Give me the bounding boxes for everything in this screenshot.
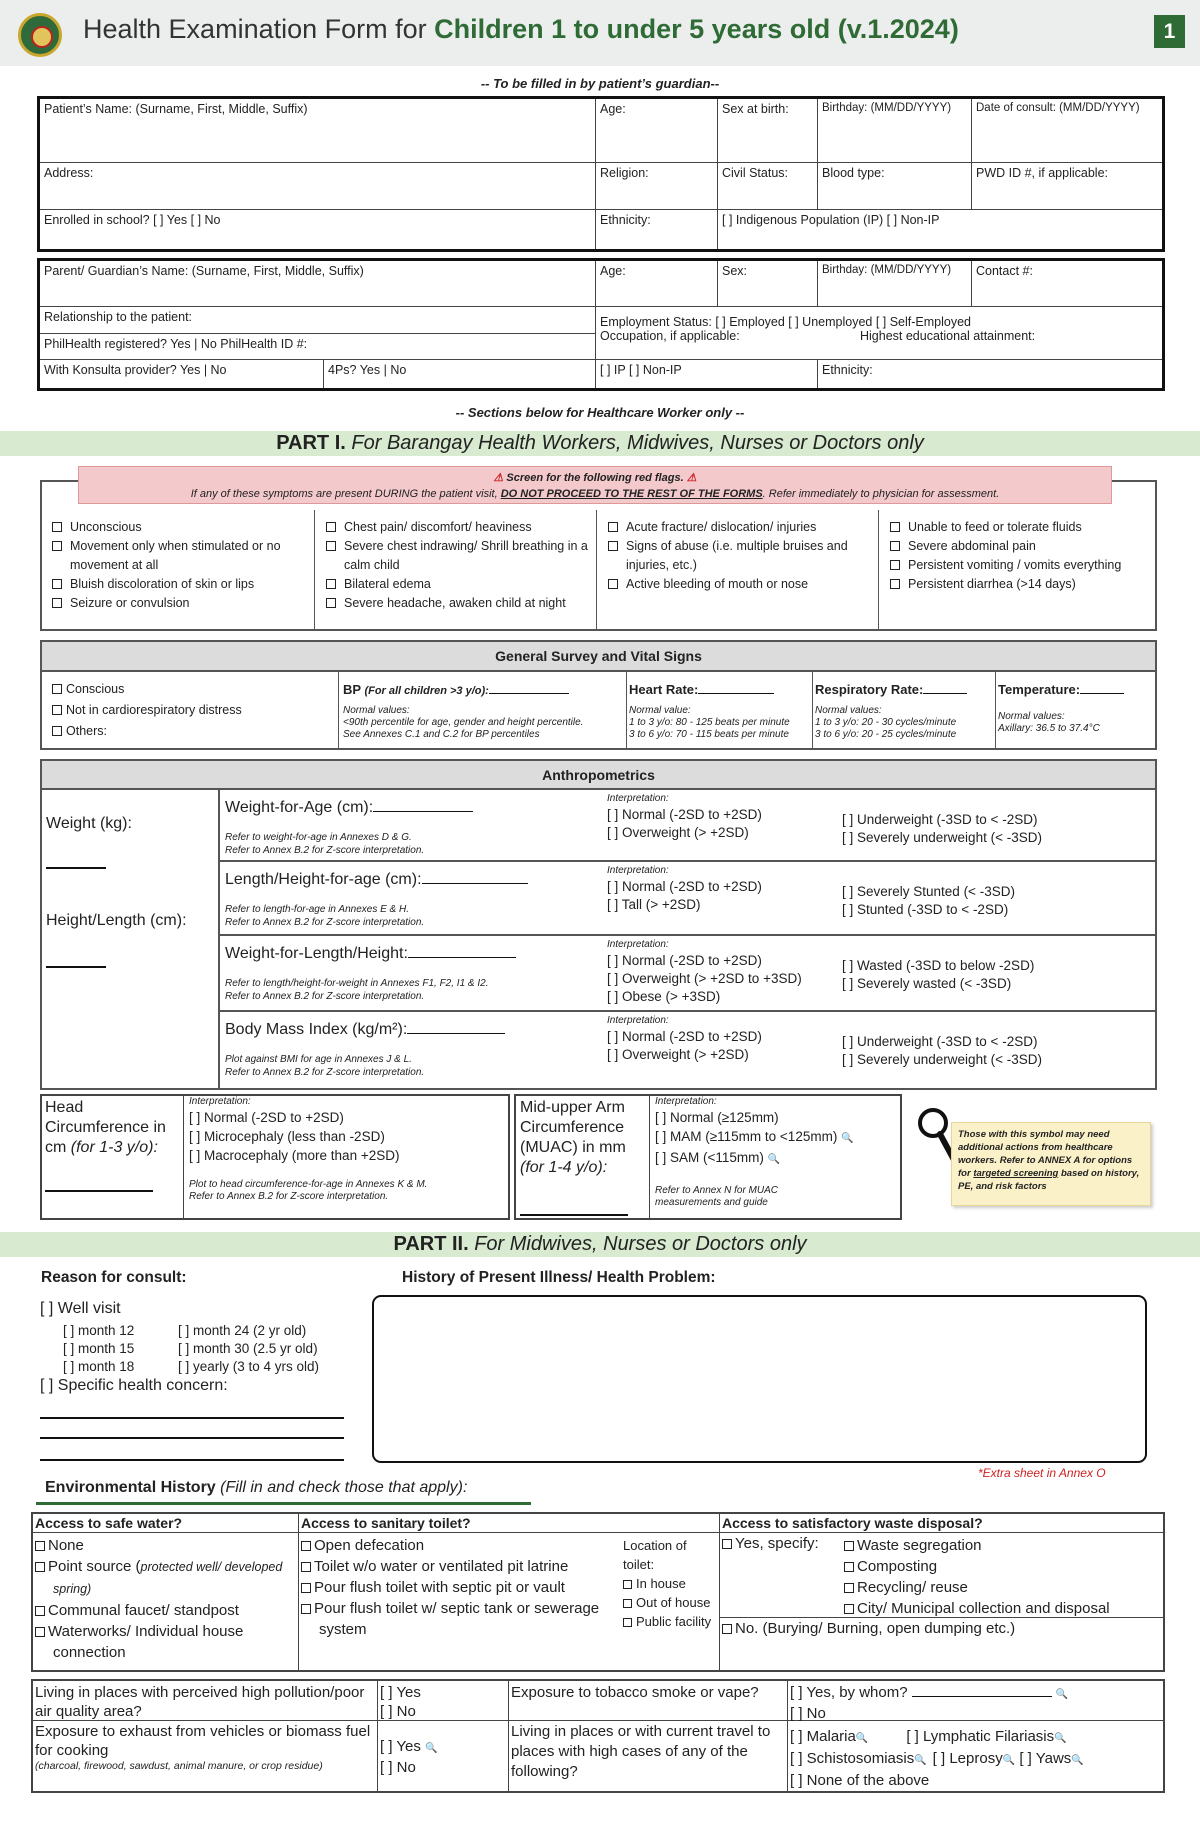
waste-recycling-checkbox[interactable]: Recycling/ reuse xyxy=(844,1577,1162,1598)
waste-yes-checkbox[interactable]: Yes, specify: xyxy=(722,1535,819,1552)
concern-line[interactable] xyxy=(40,1459,344,1461)
interp-option[interactable]: [ ] Tall (> +2SD) xyxy=(607,897,701,912)
4ps-field[interactable]: 4Ps? Yes | No xyxy=(324,360,596,388)
guardian-age-field[interactable]: Age: xyxy=(596,261,718,307)
toilet-location xyxy=(623,1536,717,1631)
checkbox-icon xyxy=(890,541,900,551)
loc-inhouse-checkbox[interactable]: In house xyxy=(623,1574,717,1593)
interp-option[interactable]: [ ] Severely wasted (< -3SD) xyxy=(842,976,1012,991)
checkbox-icon xyxy=(608,522,618,532)
resp-rate-cell[interactable] xyxy=(815,682,993,741)
survey-label: Others: xyxy=(66,724,107,738)
magnifier-icon: 🔍 xyxy=(914,1755,927,1766)
waste-title: Access to satisfactory waste disposal? xyxy=(722,1515,983,1531)
employment-status[interactable]: Employment Status: [ ] Employed [ ] Unemployed [ ] Self-Employed xyxy=(600,315,971,329)
interp-option[interactable]: [ ] Underweight (-3SD to < -2SD) xyxy=(842,1034,1038,1049)
muac-label: Mid-upper Arm Circumference (MUAC) in mm (for 1-4 y/o): xyxy=(520,1099,626,1176)
loc-public-checkbox[interactable]: Public facility xyxy=(623,1612,717,1631)
anthro-ref2: Refer to Annex B.2 for Z-score interpretation. xyxy=(225,845,425,856)
concern-line[interactable] xyxy=(40,1417,344,1419)
anthro-ref1: Refer to length-for-age in Annexes E & H. xyxy=(225,904,409,915)
toilet-pit-checkbox[interactable]: Toilet w/o water or ventilated pit latrine xyxy=(301,1556,619,1577)
redflag-label: Bluish discoloration of skin or lips xyxy=(70,577,255,591)
redflag-label: Severe headache, awaken child at night xyxy=(344,596,566,610)
hr-label: Heart Rate: xyxy=(629,682,809,697)
muac-blank[interactable] xyxy=(520,1214,628,1216)
yaws-checkbox[interactable]: [ ] Yaws🔍 xyxy=(1019,1750,1084,1767)
anthro-measure-label: Length/Height-for-age (cm): xyxy=(225,871,528,889)
travel-question: Living in places or with current travel to places with high cases of any of the following? xyxy=(511,1723,771,1780)
redflag-checkbox[interactable] xyxy=(882,518,1152,537)
magnifier-icon: 🔍 xyxy=(1055,1689,1069,1700)
guardian-note: -- To be filled in by patient’s guardian-- xyxy=(480,76,720,91)
well-visit-checkbox[interactable]: [ ] Well visit xyxy=(40,1300,121,1317)
env-header-row xyxy=(33,1514,1163,1533)
interp-label: Interpretation: xyxy=(655,1096,717,1107)
checkbox-icon xyxy=(890,579,900,589)
employment-occupation-field[interactable] xyxy=(596,307,1162,360)
redflag-checkbox[interactable] xyxy=(318,518,590,537)
weight-label: Weight (kg): xyxy=(46,815,132,832)
guardian-sex-field[interactable]: Sex: xyxy=(718,261,818,307)
waste-options xyxy=(844,1535,1162,1619)
loc-outhouse-checkbox[interactable]: Out of house xyxy=(623,1593,717,1612)
anthro-ref1: Refer to weight-for-age in Annexes D & G. xyxy=(225,832,412,843)
water-communal-checkbox[interactable]: Communal faucet/ standpost xyxy=(35,1600,297,1621)
relationship-field[interactable]: Relationship to the patient: xyxy=(40,307,596,334)
hr-normal-1: 1 to 3 y/o: 80 - 125 beats per minute xyxy=(629,717,790,728)
guardian-birthday-field[interactable]: Birthday: (MM/DD/YYYY) xyxy=(818,261,972,307)
patient-name-field[interactable]: Patient’s Name: (Surname, First, Middle, Suffix) xyxy=(40,99,596,163)
waste-segregation-checkbox[interactable]: Waste segregation xyxy=(844,1535,1162,1556)
water-none-checkbox[interactable]: None xyxy=(35,1535,297,1556)
anthro-measure-label: Body Mass Index (kg/m²): xyxy=(225,1021,505,1039)
doh-seal-logo xyxy=(18,13,62,57)
checkbox-icon xyxy=(326,598,336,608)
muac-opt-normal[interactable]: [ ] Normal (≥125mm) xyxy=(655,1110,779,1125)
measure-blank[interactable] xyxy=(373,811,473,812)
redflag-label: Signs of abuse (i.e. multiple bruises and injuries, etc.) xyxy=(626,539,848,572)
magnifier-icon: 🔍 xyxy=(855,1733,869,1744)
interp-option[interactable]: [ ] Underweight (-3SD to < -2SD) xyxy=(842,812,1038,827)
education-label: Highest educational attainment: xyxy=(860,329,1036,343)
divider xyxy=(183,1094,184,1220)
anthro-row xyxy=(220,936,1157,1012)
interp-label: Interpretation: xyxy=(607,865,669,876)
redflag-checkbox[interactable] xyxy=(882,537,1152,556)
enrolled-school-field[interactable]: Enrolled in school? [ ] Yes [ ] No xyxy=(40,210,596,249)
patient-ip-field[interactable]: [ ] Indigenous Population (IP) [ ] Non-IP xyxy=(722,213,940,227)
checkbox-icon xyxy=(52,684,62,694)
toilet-pour-flush-vault-checkbox[interactable]: Pour flush toilet with septic pit or vault xyxy=(301,1577,619,1598)
muac-opt-sam[interactable]: [ ] SAM (<115mm) 🔍 xyxy=(655,1150,781,1165)
interp-option[interactable]: [ ] Overweight (> +2SD) xyxy=(607,1047,749,1062)
rr-label: Respiratory Rate: xyxy=(815,682,993,697)
exhaust-answers xyxy=(380,1737,438,1777)
divider xyxy=(812,672,813,750)
extra-sheet-note: *Extra sheet in Annex O xyxy=(978,1466,1106,1480)
survey-checkbox[interactable] xyxy=(44,721,334,742)
redflag-checkbox[interactable] xyxy=(882,556,1152,575)
redflag-checkbox[interactable] xyxy=(44,575,310,594)
temp-normal-1: Axillary: 36.5 to 37.4°C xyxy=(998,723,1100,734)
anthro-row xyxy=(220,862,1157,936)
patient-address-field[interactable]: Address: xyxy=(40,163,596,210)
bp-normal-2: See Annexes C.1 and C.2 for BP percentiles xyxy=(343,729,540,740)
yearly-checkbox[interactable]: [ ] yearly (3 to 4 yrs old) xyxy=(178,1359,320,1374)
interp-option[interactable]: [ ] Severely Stunted (< -3SD) xyxy=(842,884,1015,899)
bp-normal-head: Normal values: xyxy=(343,705,410,716)
magnifier-icon: 🔍 xyxy=(841,1133,854,1144)
redflag-checkbox[interactable] xyxy=(882,575,1152,594)
measure-blank[interactable] xyxy=(407,1033,505,1034)
redflag-label: Severe abdominal pain xyxy=(908,539,1036,553)
checkbox-icon xyxy=(608,541,618,551)
consult-date-field[interactable]: Date of consult: (MM/DD/YYYY) xyxy=(972,99,1162,163)
anthro-measure-label: Weight-for-Length/Height: xyxy=(225,945,516,963)
vitals-title: General Survey and Vital Signs xyxy=(40,640,1157,672)
muac-interpretation[interactable] xyxy=(655,1096,900,1209)
anthro-rows xyxy=(218,790,1157,1090)
specific-concern-checkbox[interactable]: [ ] Specific health concern: xyxy=(40,1377,228,1394)
redflag-label: Bilateral edema xyxy=(344,577,431,591)
exhaust-yes-checkbox[interactable]: [ ] Yes 🔍 xyxy=(380,1738,438,1755)
redflag-checkbox[interactable] xyxy=(318,594,590,613)
waste-city-checkbox[interactable]: City/ Municipal collection and disposal xyxy=(844,1598,1162,1619)
none-above-checkbox[interactable]: [ ] None of the above xyxy=(790,1772,930,1789)
interp-label: Interpretation: xyxy=(607,793,669,804)
checkbox-icon xyxy=(52,726,62,736)
interp-option[interactable]: [ ] Normal (-2SD to +2SD) xyxy=(607,953,762,968)
history-title: History of Present Illness/ Health Problem: xyxy=(402,1269,716,1286)
whom-blank[interactable] xyxy=(912,1696,1052,1697)
checkbox-icon xyxy=(890,522,900,532)
anthro-ref2: Refer to Annex B.2 for Z-score interpretation. xyxy=(225,1067,425,1078)
redflag-label: Acute fracture/ dislocation/ injuries xyxy=(626,520,817,534)
waste-composting-checkbox[interactable]: Composting xyxy=(844,1556,1162,1577)
temp-label: Temperature: xyxy=(998,682,1154,697)
hr-normal-2: 3 to 6 y/o: 70 - 115 beats per minute xyxy=(629,729,789,740)
redflags-col2 xyxy=(318,518,590,613)
divider xyxy=(649,1094,650,1220)
rr-blank[interactable] xyxy=(923,693,967,694)
divider xyxy=(298,1514,299,1670)
bp-blank[interactable] xyxy=(489,693,569,694)
anthro-row xyxy=(220,790,1157,862)
checkbox-icon xyxy=(52,541,62,551)
interp-option[interactable]: [ ] Stunted (-3SD to < -2SD) xyxy=(842,902,1009,917)
interp-label: Interpretation: xyxy=(607,1015,669,1026)
interp-label: Interpretation: xyxy=(607,939,669,950)
interp-label: Interpretation: xyxy=(189,1096,251,1107)
konsulta-field[interactable]: With Konsulta provider? Yes | No xyxy=(40,360,324,388)
pollution-question: Living in places with perceived high pollution/poor air quality area? xyxy=(35,1684,365,1720)
head-circ-label: Head Circumference in cm (for 1-3 y/o): xyxy=(45,1099,166,1156)
month-24-checkbox[interactable]: [ ] month 24 (2 yr old) xyxy=(178,1323,307,1338)
month-12-checkbox[interactable]: [ ] month 12 xyxy=(63,1323,135,1338)
head-circ-blank[interactable] xyxy=(45,1190,153,1192)
redflags-title: ⚠ Screen for the following red flags. ⚠ xyxy=(493,472,697,484)
checkbox-icon xyxy=(326,541,336,551)
disease-row-2 xyxy=(790,1749,1162,1771)
guardian-contact-field[interactable]: Contact #: xyxy=(972,261,1162,307)
temperature-cell[interactable] xyxy=(998,682,1154,735)
pollution-no-checkbox[interactable]: [ ] No xyxy=(380,1703,416,1720)
survey-checkbox[interactable] xyxy=(44,700,334,721)
part2-band: PART II. For Midwives, Nurses or Doctors only xyxy=(0,1232,1200,1257)
schisto-checkbox[interactable]: [ ] Schistosomiasis🔍 xyxy=(790,1750,927,1767)
interp-option[interactable]: [ ] Normal (-2SD to +2SD) xyxy=(607,879,762,894)
patient-blood-type-field[interactable]: Blood type: xyxy=(818,163,972,210)
divider xyxy=(878,510,879,631)
toilet-options xyxy=(301,1535,619,1640)
concern-line[interactable] xyxy=(40,1437,344,1439)
head-interpretation[interactable] xyxy=(189,1096,507,1203)
bp-cell[interactable] xyxy=(343,682,623,741)
interp-option[interactable]: [ ] Severely underweight (< -3SD) xyxy=(842,830,1042,845)
anthro-title: Anthropometrics xyxy=(40,759,1157,790)
month-30-checkbox[interactable]: [ ] month 30 (2.5 yr old) xyxy=(178,1341,318,1356)
interp-option[interactable]: [ ] Normal (-2SD to +2SD) xyxy=(607,1029,762,1044)
water-waterworks-checkbox[interactable]: Waterworks/ Individual house connection xyxy=(35,1621,297,1663)
occupation-label: Occupation, if applicable: xyxy=(600,329,740,343)
checkbox-icon xyxy=(52,598,62,608)
month-18-checkbox[interactable]: [ ] month 18 xyxy=(63,1359,135,1374)
interp-option[interactable]: [ ] Overweight (> +2SD to +3SD) xyxy=(607,971,802,986)
leprosy-checkbox[interactable]: [ ] Leprosy🔍 xyxy=(932,1750,1016,1767)
targeted-screening-note: Those with this symbol may need additional actions from healthcare workers. Refer to ANNEX A for options for targeted screening based on history, PE, and risk factors xyxy=(951,1122,1151,1206)
temp-normal-head: Normal values: xyxy=(998,711,1065,722)
alert-icon: ⚠ xyxy=(686,472,697,484)
pollution-answers xyxy=(380,1683,421,1721)
filariasis-checkbox[interactable]: [ ] Lymphatic Filariasis🔍 xyxy=(906,1728,1067,1745)
divider xyxy=(626,672,627,750)
checkbox-icon xyxy=(326,579,336,589)
redflag-checkbox[interactable] xyxy=(44,518,310,537)
waste-no-checkbox[interactable]: No. (Burying/ Burning, open dumping etc.) xyxy=(722,1620,1015,1637)
weight-blank[interactable] xyxy=(46,867,106,869)
temp-blank[interactable] xyxy=(1080,693,1124,694)
toilet-septic-tank-checkbox[interactable]: Pour flush toilet w/ septic tank or sewerage system xyxy=(301,1598,619,1640)
redflag-checkbox[interactable] xyxy=(318,575,590,594)
redflag-label: Persistent vomiting / vomits everything xyxy=(908,558,1122,572)
anthro-measure-label: Weight-for-Age (cm): xyxy=(225,799,473,817)
redflags-instruction: If any of these symptoms are present DURING the patient visit, DO NOT PROCEED TO THE REST OF THE FORMS. Refer immediately to physician for assessment. xyxy=(190,488,1000,500)
general-survey xyxy=(44,679,334,742)
redflags-col1 xyxy=(44,518,310,613)
redflag-checkbox[interactable] xyxy=(44,594,310,613)
head-opt-micro[interactable]: [ ] Microcephaly (less than -2SD) xyxy=(189,1129,385,1144)
survey-checkbox[interactable] xyxy=(44,679,334,700)
rr-normal-head: Normal values: xyxy=(815,705,882,716)
checkbox-icon xyxy=(52,705,62,715)
guardian-ip-field[interactable]: [ ] IP [ ] Non-IP xyxy=(596,360,818,388)
patient-pwd-field[interactable]: PWD ID #, if applicable: xyxy=(972,163,1162,210)
anthro-row xyxy=(220,1012,1157,1090)
redflag-label: Active bleeding of mouth or nose xyxy=(626,577,809,591)
well-visit-months-b xyxy=(178,1322,319,1376)
measure-blank[interactable] xyxy=(408,957,516,958)
env-title: Environmental History (Fill in and check those that apply): xyxy=(45,1479,468,1496)
pollution-yes-checkbox[interactable]: [ ] Yes xyxy=(380,1684,421,1701)
divider xyxy=(995,672,996,750)
heart-rate-cell[interactable] xyxy=(629,682,809,741)
anthro-ref1: Plot against BMI for age in Annexes J & L. xyxy=(225,1054,412,1065)
redflag-label: Unable to feed or tolerate fluids xyxy=(908,520,1082,534)
month-15-checkbox[interactable]: [ ] month 15 xyxy=(63,1341,135,1356)
patient-age-field[interactable]: Age: xyxy=(596,99,718,163)
redflags-banner xyxy=(78,466,1112,504)
bp-normal-1: <90th percentile for age, gender and height percentile. xyxy=(343,717,584,728)
patient-birthday-field[interactable]: Birthday: (MM/DD/YYYY) xyxy=(818,99,972,163)
divider xyxy=(338,672,339,750)
toilet-open-checkbox[interactable]: Open defecation xyxy=(301,1535,619,1556)
rr-normal-1: 1 to 3 y/o: 20 - 30 cycles/minute xyxy=(815,717,957,728)
patient-ethnicity-field[interactable]: Ethnicity: xyxy=(596,210,718,249)
muac-ref1: Refer to Annex N for MUAC xyxy=(655,1185,779,1196)
muac-ref2: measurements and guide xyxy=(655,1197,768,1208)
occupation-row xyxy=(600,329,1158,343)
redflag-label: Unconscious xyxy=(70,520,142,534)
height-label: Height/Length (cm): xyxy=(46,912,187,929)
history-textarea[interactable] xyxy=(372,1295,1147,1463)
travel-answers xyxy=(790,1727,1162,1791)
head-opt-macro[interactable]: [ ] Macrocephaly (more than +2SD) xyxy=(189,1148,400,1163)
env-underline xyxy=(36,1502,531,1505)
interp-option[interactable]: [ ] Wasted (-3SD to below -2SD) xyxy=(842,958,1035,973)
redflag-checkbox[interactable] xyxy=(600,575,874,594)
height-blank[interactable] xyxy=(46,966,106,968)
redflags-col4 xyxy=(882,518,1152,594)
divider xyxy=(508,1681,509,1791)
divider xyxy=(719,1514,720,1670)
bp-label: BP (For all children >3 y/o): xyxy=(343,682,623,697)
muac-opt-mam[interactable]: [ ] MAM (≥115mm to <125mm) 🔍 xyxy=(655,1129,854,1144)
interp-option[interactable]: [ ] Severely underweight (< -3SD) xyxy=(842,1052,1042,1067)
divider xyxy=(377,1681,378,1791)
page-number: 1 xyxy=(1154,15,1185,48)
redflag-checkbox[interactable] xyxy=(44,537,310,575)
checkbox-icon xyxy=(326,522,336,532)
checkbox-icon xyxy=(608,579,618,589)
tobacco-question: Exposure to tobacco smoke or vape? xyxy=(511,1684,759,1701)
tobacco-answers xyxy=(790,1683,1160,1723)
hr-normal-head: Normal value: xyxy=(629,705,691,716)
form-title: Health Examination Form for Children 1 to under 5 years old (v.1.2024) xyxy=(83,14,959,44)
redflag-label: Movement only when stimulated or no movement at all xyxy=(70,539,281,572)
anthro-ref2: Refer to Annex B.2 for Z-score interpretation. xyxy=(225,917,425,928)
survey-label: Conscious xyxy=(66,682,125,696)
redflag-label: Severe chest indrawing/ Shrill breathing in a calm child xyxy=(344,539,588,572)
loc-title: Location of toilet: xyxy=(623,1538,687,1572)
water-options xyxy=(35,1535,297,1663)
divider xyxy=(787,1681,788,1791)
magnifier-icon: 🔍 xyxy=(425,1743,438,1754)
exhaust-question: Exposure to exhaust from vehicles or biomass fuel for cooking (charcoal, firewood, sawdust, animal manure, or crop residue) xyxy=(35,1723,371,1772)
hr-blank[interactable] xyxy=(698,693,774,694)
checkbox-icon xyxy=(52,579,62,589)
checkbox-icon xyxy=(52,522,62,532)
redflag-label: Seizure or convulsion xyxy=(70,596,190,610)
guardian-name-field[interactable]: Parent/ Guardian’s Name: (Surname, First, Middle, Suffix) xyxy=(40,261,596,307)
checkbox-icon xyxy=(890,560,900,570)
water-title: Access to safe water? xyxy=(35,1515,183,1531)
exhaust-no-checkbox[interactable]: [ ] No xyxy=(380,1759,416,1776)
well-visit-months-a xyxy=(63,1322,134,1376)
redflag-checkbox[interactable] xyxy=(600,537,874,575)
toilet-title: Access to sanitary toilet? xyxy=(301,1515,471,1531)
guardian-ethnicity-field[interactable]: Ethnicity: xyxy=(822,363,873,377)
magnifier-icon: 🔍 xyxy=(767,1154,781,1165)
divider xyxy=(314,510,315,631)
head-opt-normal[interactable]: [ ] Normal (-2SD to +2SD) xyxy=(189,1110,344,1125)
water-point-source-checkbox[interactable]: Point source (protected well/ developed spring) xyxy=(35,1556,297,1600)
anthro-ref2: Refer to Annex B.2 for Z-score interpretation. xyxy=(225,991,425,1002)
redflag-label: Persistent diarrhea (>14 days) xyxy=(908,577,1076,591)
patient-sex-field[interactable]: Sex at birth: xyxy=(718,99,818,163)
divider xyxy=(596,510,597,631)
head-ref1: Plot to head circumference-for-age in Annexes K & M. xyxy=(189,1179,428,1190)
interp-option[interactable]: [ ] Normal (-2SD to +2SD) xyxy=(607,807,762,822)
redflag-checkbox[interactable] xyxy=(318,537,590,575)
reason-title: Reason for consult: xyxy=(41,1269,187,1286)
part1-band: PART I. For Barangay Health Workers, Midwives, Nurses or Doctors only xyxy=(0,431,1200,456)
magnifier-icon: 🔍 xyxy=(1054,1733,1067,1744)
redflags-col3 xyxy=(600,518,874,594)
rr-normal-2: 3 to 6 y/o: 20 - 25 cycles/minute xyxy=(815,729,957,740)
head-ref2: Refer to Annex B.2 for Z-score interpretation. xyxy=(189,1191,389,1202)
philhealth-field[interactable]: PhilHealth registered? Yes | No PhilHealth ID #: xyxy=(40,334,596,360)
measure-blank[interactable] xyxy=(422,883,528,884)
hcw-note: -- Sections below for Healthcare Worker only -- xyxy=(455,405,745,420)
tobacco-no-checkbox[interactable]: [ ] No xyxy=(790,1705,826,1722)
interp-option[interactable]: [ ] Obese (> +3SD) xyxy=(607,989,721,1004)
redflag-label: Chest pain/ discomfort/ heaviness xyxy=(344,520,532,534)
magnifier-icon: 🔍 xyxy=(1071,1755,1084,1766)
interp-option[interactable]: [ ] Overweight (> +2SD) xyxy=(607,825,749,840)
redflag-checkbox[interactable] xyxy=(600,518,874,537)
disease-row-1 xyxy=(790,1727,1162,1749)
survey-label: Not in cardiorespiratory distress xyxy=(66,703,242,717)
patient-religion-field[interactable]: Religion: xyxy=(596,163,718,210)
anthro-ref1: Refer to length/height-for-weight in Annexes F1, F2, I1 & I2. xyxy=(225,978,489,989)
patient-civil-status-field[interactable]: Civil Status: xyxy=(718,163,818,210)
alert-icon: ⚠ xyxy=(493,472,504,484)
magnifier-icon: 🔍 xyxy=(1002,1755,1016,1766)
tobacco-yes-checkbox[interactable]: [ ] Yes, by whom? 🔍 xyxy=(790,1684,1069,1701)
malaria-checkbox[interactable]: [ ] Malaria🔍 xyxy=(790,1728,869,1745)
